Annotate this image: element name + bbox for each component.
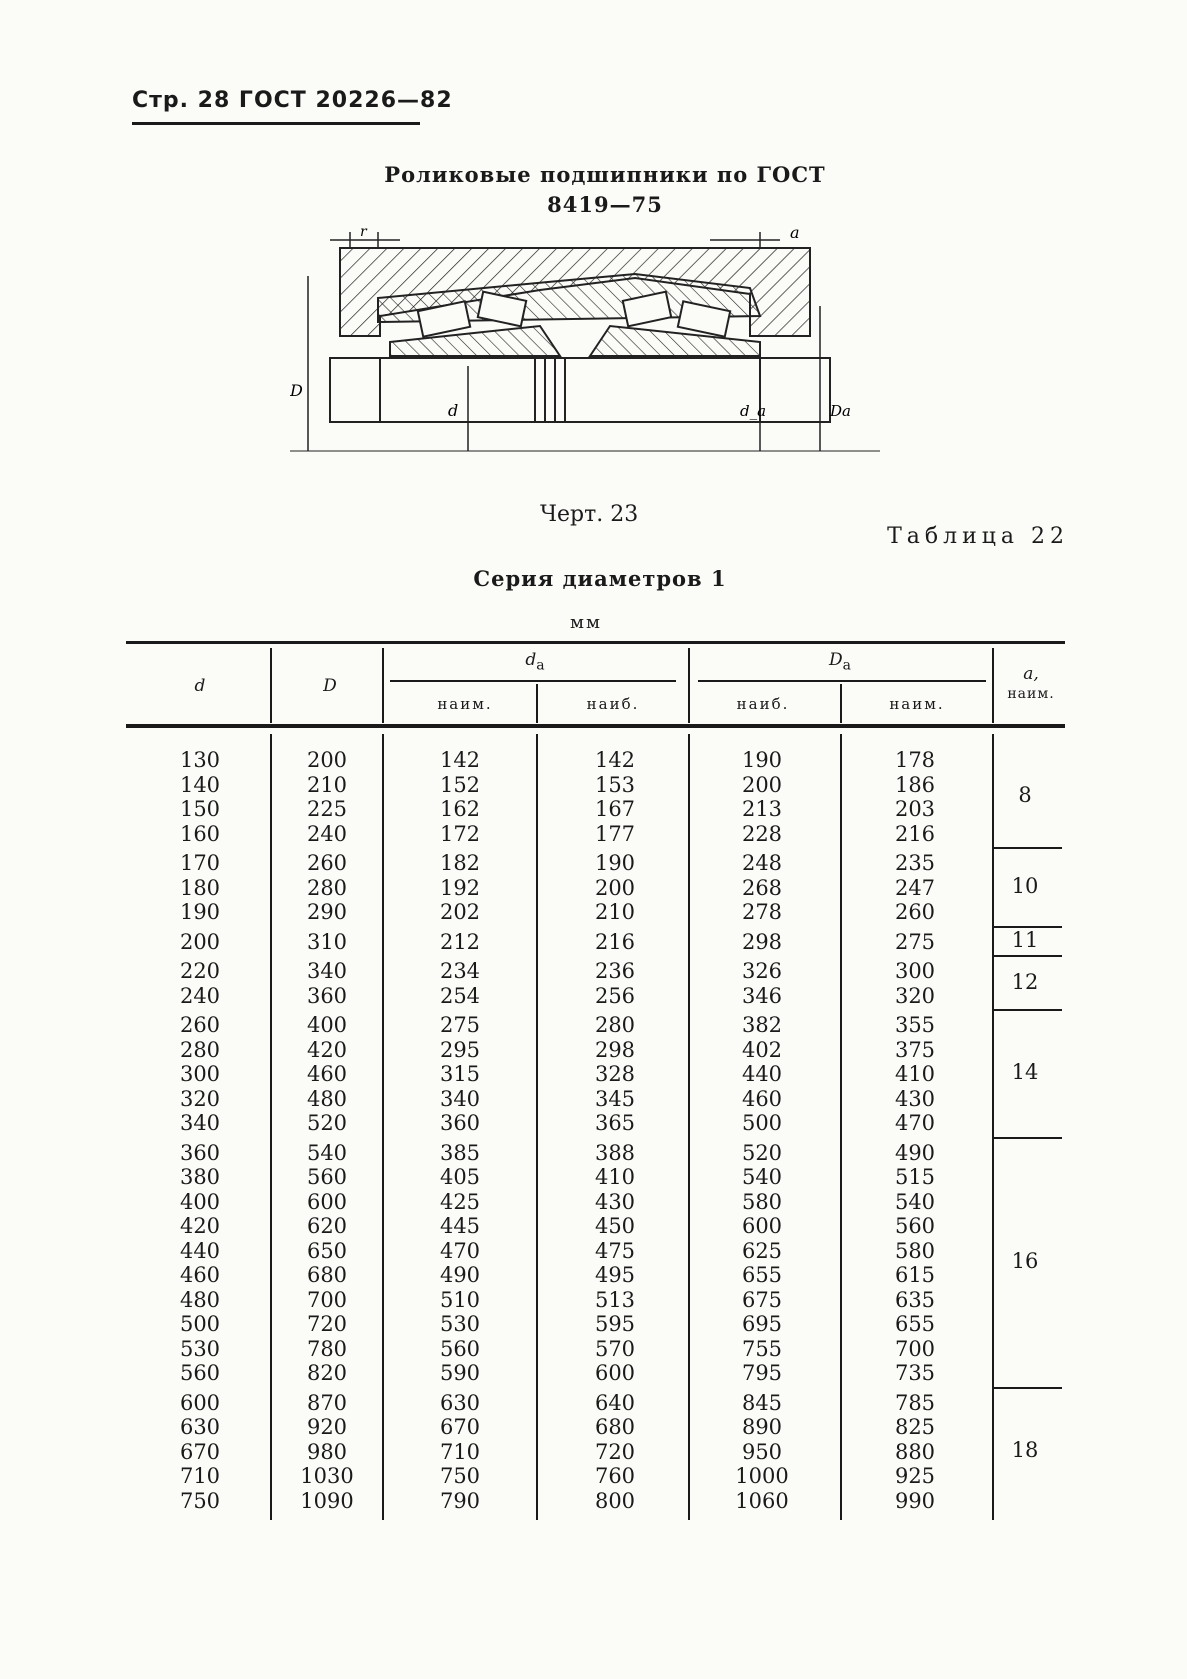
table-cell: 510 <box>439 1287 481 1312</box>
table-cell: 420 <box>306 1037 348 1062</box>
table-cell: 1060 <box>735 1488 789 1513</box>
column-da-min <box>410 748 510 1513</box>
a-value: 8 <box>1018 783 1032 807</box>
table-cell: 167 <box>594 797 636 821</box>
table-cell: 513 <box>594 1287 636 1312</box>
table-cell: 490 <box>894 1140 936 1165</box>
table-cell: 580 <box>894 1238 936 1263</box>
table-cell: 310 <box>306 929 348 954</box>
table-cell: 234 <box>439 959 481 983</box>
table-cell: 880 <box>894 1439 936 1464</box>
table-cell: 600 <box>594 1361 636 1385</box>
table-cell: 170 <box>179 851 221 875</box>
table-cell: 560 <box>439 1336 481 1361</box>
table-cell: 402 <box>741 1037 783 1062</box>
header-Da-min: наим. <box>889 695 945 713</box>
header-Da-main: D <box>829 650 843 670</box>
table-cell: 750 <box>179 1488 221 1513</box>
table-cell: 700 <box>894 1336 936 1361</box>
table-cell: 890 <box>741 1415 783 1439</box>
table-cell: 500 <box>741 1111 783 1135</box>
table-cell: 320 <box>179 1086 221 1111</box>
table-cell: 580 <box>741 1189 783 1214</box>
table-cell: 680 <box>594 1415 636 1439</box>
table-cell: 190 <box>179 900 221 924</box>
table-cell: 220 <box>179 959 221 983</box>
table-cell: 425 <box>439 1189 481 1214</box>
table-cell: 445 <box>439 1214 481 1238</box>
table-cell: 315 <box>439 1062 481 1086</box>
a-group-rule <box>992 1137 1062 1139</box>
table-cell: 160 <box>179 821 221 846</box>
table-cell: 340 <box>179 1111 221 1135</box>
table-top-rule <box>126 641 1065 644</box>
header-rule <box>132 122 420 125</box>
da-subheader-rule <box>390 680 676 682</box>
table-cell: 260 <box>306 851 348 875</box>
table-cell: 780 <box>306 1336 348 1361</box>
label-a: a <box>790 226 800 242</box>
figure-caption: Черт. 23 <box>540 502 639 527</box>
table-cell: 254 <box>439 983 481 1008</box>
table-cell: 760 <box>594 1464 636 1488</box>
table-cell: 520 <box>741 1140 783 1165</box>
figure-title <box>380 160 830 220</box>
table-cell: 275 <box>439 1013 481 1037</box>
table-cell: 190 <box>741 748 783 772</box>
table-cell: 280 <box>179 1037 221 1062</box>
table-cell: 355 <box>894 1013 936 1037</box>
table-cell: 177 <box>594 821 636 846</box>
col-divider <box>270 648 272 723</box>
figure-title-line2: 8419—75 <box>547 192 663 217</box>
table-cell: 980 <box>306 1439 348 1464</box>
table-cell: 345 <box>594 1086 636 1111</box>
table-cell: 360 <box>439 1111 481 1135</box>
table-cell: 560 <box>894 1214 936 1238</box>
body-divider <box>270 734 272 1520</box>
a-value: 12 <box>1011 969 1039 994</box>
table-cell: 560 <box>306 1165 348 1189</box>
table-cell: 925 <box>894 1464 936 1488</box>
table-number: Таблица 22 <box>887 524 1069 549</box>
table-cell: 186 <box>894 772 936 797</box>
table-cell: 500 <box>179 1312 221 1336</box>
table-cell: 470 <box>439 1238 481 1263</box>
table-cell: 260 <box>894 900 936 924</box>
table-cell: 620 <box>306 1214 348 1238</box>
a-value: 14 <box>1011 1060 1039 1085</box>
table-cell: 615 <box>894 1263 936 1287</box>
table-cell: 180 <box>179 875 221 900</box>
table-cell: 1030 <box>300 1464 354 1488</box>
table-cell: 595 <box>594 1312 636 1336</box>
table-cell: 475 <box>594 1238 636 1263</box>
table-cell: 240 <box>179 983 221 1008</box>
table-cell: 540 <box>741 1165 783 1189</box>
bearing-drawing <box>290 226 880 456</box>
table-cell: 990 <box>894 1488 936 1513</box>
body-divider <box>688 734 690 1520</box>
table-cell: 248 <box>741 851 783 875</box>
table-cell: 870 <box>306 1390 348 1415</box>
table-cell: 1090 <box>300 1488 354 1513</box>
header-a-line1: a, <box>1023 664 1039 684</box>
table-cell: 920 <box>306 1415 348 1439</box>
table-cell: 670 <box>179 1439 221 1464</box>
table-cell: 247 <box>894 875 936 900</box>
body-divider <box>840 734 842 1520</box>
table-cell: 388 <box>594 1140 636 1165</box>
table-cell: 182 <box>439 851 481 875</box>
header-da-max: наиб. <box>586 695 640 713</box>
table-cell: 210 <box>594 900 636 924</box>
table-cell: 720 <box>594 1439 636 1464</box>
table-cell: 750 <box>439 1464 481 1488</box>
table-cell: 480 <box>306 1086 348 1111</box>
table-cell: 300 <box>894 959 936 983</box>
table-cell: 755 <box>741 1336 783 1361</box>
table-cell: 210 <box>306 772 348 797</box>
col-divider <box>382 648 384 723</box>
table-cell: 203 <box>894 797 936 821</box>
table-cell: 410 <box>894 1062 936 1086</box>
a-group-rule <box>992 955 1062 957</box>
table-cell: 360 <box>306 983 348 1008</box>
column-Da-min <box>860 748 970 1513</box>
table-cell: 212 <box>439 929 481 954</box>
table-cell: 346 <box>741 983 783 1008</box>
header-d: d <box>194 676 206 696</box>
figure-title-line1: Роликовые подшипники по ГОСТ <box>384 162 826 187</box>
table-cell: 460 <box>179 1263 221 1287</box>
table-cell: 675 <box>741 1287 783 1312</box>
column-d <box>160 748 240 1513</box>
a-group-rule <box>992 1009 1062 1011</box>
col-divider <box>536 684 538 723</box>
table-cell: 275 <box>894 929 936 954</box>
header-a <box>996 664 1066 704</box>
a-value: 16 <box>1011 1249 1039 1273</box>
table-cell: 400 <box>179 1189 221 1214</box>
table-cell: 153 <box>594 772 636 797</box>
table-cell: 845 <box>741 1390 783 1415</box>
table-cell: 720 <box>306 1312 348 1336</box>
table-cell: 140 <box>179 772 221 797</box>
table-cell: 600 <box>179 1390 221 1415</box>
body-divider <box>382 734 384 1520</box>
table-cell: 162 <box>439 797 481 821</box>
table-cell: 290 <box>306 900 348 924</box>
table-cell: 295 <box>439 1037 481 1062</box>
table-cell: 385 <box>439 1140 481 1165</box>
table-cell: 298 <box>741 929 783 954</box>
table-cell: 192 <box>439 875 481 900</box>
column-da-max <box>560 748 670 1513</box>
column-Da-max <box>712 748 812 1513</box>
header-da-min: наим. <box>437 695 493 713</box>
table-cell: 130 <box>179 748 221 772</box>
table-cell: 460 <box>306 1062 348 1086</box>
table-cell: 235 <box>894 851 936 875</box>
table-cell: 300 <box>179 1062 221 1086</box>
table-cell: 560 <box>179 1361 221 1385</box>
table-cell: 225 <box>306 797 348 821</box>
table-cell: 280 <box>594 1013 636 1037</box>
header-a-line2: наим. <box>1007 686 1055 702</box>
table-cell: 236 <box>594 959 636 983</box>
table-cell: 440 <box>179 1238 221 1263</box>
table-cell: 600 <box>306 1189 348 1214</box>
table-cell: 630 <box>439 1390 481 1415</box>
table-cell: 202 <box>439 900 481 924</box>
table-cell: 142 <box>439 748 481 772</box>
table-cell: 375 <box>894 1037 936 1062</box>
table-cell: 710 <box>439 1439 481 1464</box>
table-cell: 172 <box>439 821 481 846</box>
header-Da <box>795 650 885 673</box>
table-cell: 650 <box>306 1238 348 1263</box>
label-Da: Da <box>830 402 851 420</box>
table-cell: 200 <box>594 875 636 900</box>
table-cell: 278 <box>741 900 783 924</box>
header-D: D <box>323 676 337 696</box>
label-r: r <box>360 226 367 240</box>
body-divider <box>536 734 538 1520</box>
table-cell: 260 <box>179 1013 221 1037</box>
Da-subheader-rule <box>698 680 986 682</box>
table-cell: 240 <box>306 821 348 846</box>
table-cell: 515 <box>894 1165 936 1189</box>
table-cell: 360 <box>179 1140 221 1165</box>
table-cell: 790 <box>439 1488 481 1513</box>
table-cell: 268 <box>741 875 783 900</box>
header-da <box>490 650 580 673</box>
table-cell: 200 <box>179 929 221 954</box>
table-cell: 520 <box>306 1111 348 1135</box>
table-cell: 590 <box>439 1361 481 1385</box>
table-cell: 700 <box>306 1287 348 1312</box>
table-cell: 540 <box>306 1140 348 1165</box>
label-d: d <box>448 401 459 420</box>
table-cell: 150 <box>179 797 221 821</box>
table-cell: 200 <box>306 748 348 772</box>
table-cell: 785 <box>894 1390 936 1415</box>
table-cell: 320 <box>894 983 936 1008</box>
col-divider <box>992 648 994 723</box>
table-cell: 190 <box>594 851 636 875</box>
label-D: D <box>290 381 303 400</box>
header-da-main: d <box>525 650 537 670</box>
table-cell: 340 <box>439 1086 481 1111</box>
table-cell: 213 <box>741 797 783 821</box>
table-cell: 430 <box>894 1086 936 1111</box>
table-cell: 820 <box>306 1361 348 1385</box>
table-cell: 280 <box>306 875 348 900</box>
table-cell: 216 <box>894 821 936 846</box>
table-cell: 430 <box>594 1189 636 1214</box>
table-cell: 825 <box>894 1415 936 1439</box>
table-cell: 950 <box>741 1439 783 1464</box>
table-cell: 630 <box>179 1415 221 1439</box>
table-cell: 228 <box>741 821 783 846</box>
table-cell: 695 <box>741 1312 783 1336</box>
table-header-rule <box>126 724 1065 728</box>
label-da: d_a <box>740 402 767 420</box>
table-cell: 570 <box>594 1336 636 1361</box>
table-cell: 328 <box>594 1062 636 1086</box>
table-cell: 326 <box>741 959 783 983</box>
header-Da-sub: a <box>842 657 851 674</box>
table-cell: 216 <box>594 929 636 954</box>
table-cell: 400 <box>306 1013 348 1037</box>
header-da-sub: a <box>536 657 545 674</box>
table-cell: 640 <box>594 1390 636 1415</box>
table-cell: 178 <box>894 748 936 772</box>
table-cell: 365 <box>594 1111 636 1135</box>
column-D <box>282 748 372 1513</box>
table-cell: 670 <box>439 1415 481 1439</box>
table-cell: 470 <box>894 1111 936 1135</box>
table-cell: 480 <box>179 1287 221 1312</box>
a-value: 11 <box>1011 927 1039 952</box>
table-cell: 142 <box>594 748 636 772</box>
table-cell: 635 <box>894 1287 936 1312</box>
table-cell: 256 <box>594 983 636 1008</box>
table-units: мм <box>570 612 603 633</box>
table-cell: 540 <box>894 1189 936 1214</box>
table-cell: 600 <box>741 1214 783 1238</box>
a-group-rule <box>992 1387 1062 1389</box>
table-cell: 298 <box>594 1037 636 1062</box>
col-divider <box>840 684 842 723</box>
table-cell: 410 <box>594 1165 636 1189</box>
table-cell: 800 <box>594 1488 636 1513</box>
table-title: Серия диаметров 1 <box>473 566 727 591</box>
table-cell: 420 <box>179 1214 221 1238</box>
body-divider <box>992 734 994 1520</box>
table-cell: 625 <box>741 1238 783 1263</box>
table-cell: 490 <box>439 1263 481 1287</box>
table-cell: 440 <box>741 1062 783 1086</box>
table-cell: 680 <box>306 1263 348 1287</box>
table-cell: 530 <box>179 1336 221 1361</box>
a-value: 10 <box>1011 873 1039 898</box>
header-Da-max: наиб. <box>736 695 790 713</box>
page-header: Стр. 28 ГОСТ 20226—82 <box>132 88 453 113</box>
table-cell: 340 <box>306 959 348 983</box>
table-cell: 710 <box>179 1464 221 1488</box>
table-cell: 380 <box>179 1165 221 1189</box>
table-cell: 200 <box>741 772 783 797</box>
table-cell: 735 <box>894 1361 936 1385</box>
col-divider <box>688 648 690 723</box>
table-cell: 530 <box>439 1312 481 1336</box>
a-group-rule <box>992 847 1062 849</box>
table-cell: 405 <box>439 1165 481 1189</box>
table-cell: 152 <box>439 772 481 797</box>
table-cell: 795 <box>741 1361 783 1385</box>
table-cell: 1000 <box>735 1464 789 1488</box>
table-cell: 495 <box>594 1263 636 1287</box>
table-cell: 460 <box>741 1086 783 1111</box>
a-value: 18 <box>1011 1437 1039 1462</box>
table-cell: 382 <box>741 1013 783 1037</box>
table-cell: 450 <box>594 1214 636 1238</box>
table-cell: 655 <box>894 1312 936 1336</box>
table-cell: 655 <box>741 1263 783 1287</box>
